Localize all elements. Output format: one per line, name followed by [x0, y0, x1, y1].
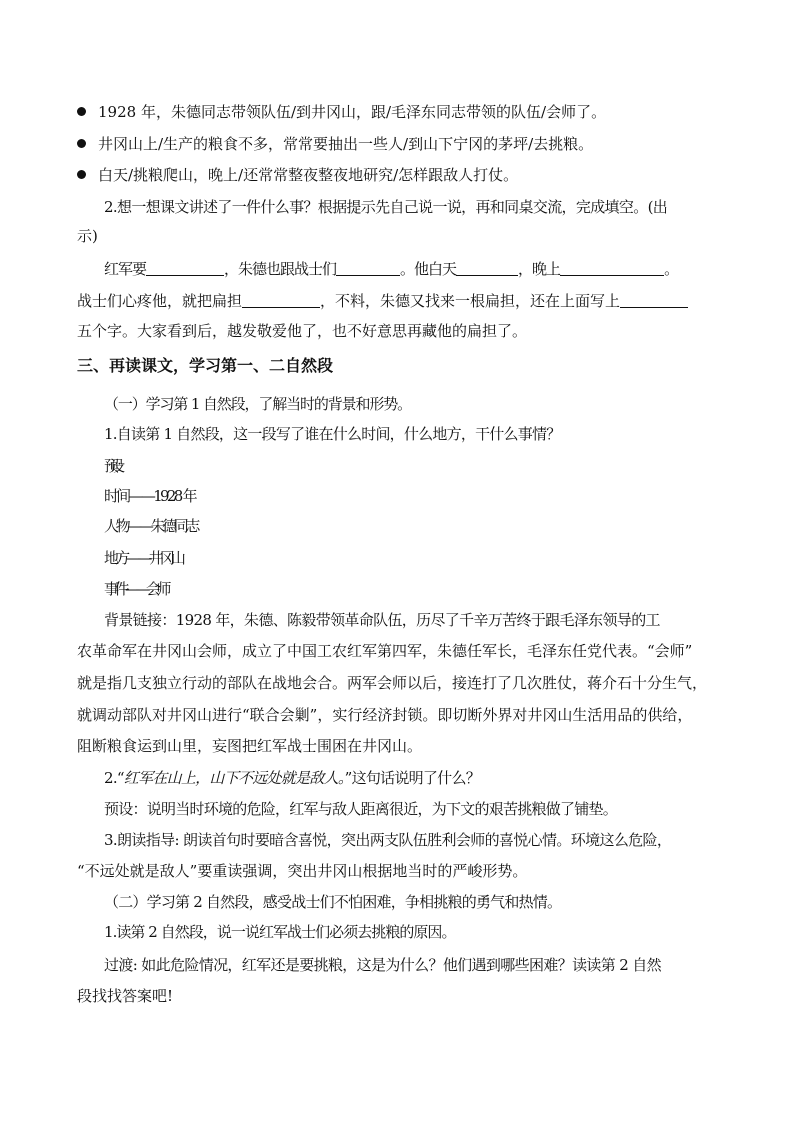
- answer-blank[interactable]: [242, 293, 320, 308]
- bullet-item-2: 井冈山上/生产的粮食不多，常常要抽出一些人/到山下宁冈的茅坪/去挑粮。: [77, 134, 722, 154]
- background-line-5: 阻断粮食运到山里，妄图把红军战士围困在井冈山。: [77, 737, 423, 755]
- question-2-line-1: 2.想一想课文讲述了一件什么事？根据提示先自己说一说，再和同桌交流，完成填空。(出: [104, 198, 668, 216]
- background-line-2: 农革命军在井冈山会师，成立了中国工农红军第四军，朱德任军长，毛泽东任党代表。“会师”: [77, 642, 693, 660]
- bullet-item-1: 1928 年，朱德同志带领队伍/到井冈山，跟/毛泽东同志带领的队伍/会师了。: [77, 102, 722, 122]
- subsection-2-title: （二）学习第 2 自然段，感受战士们不怕困难，争相挑粮的勇气和热情。: [104, 893, 562, 911]
- reading-guide-line-2: “不远处就是敌人”要重读强调，突出井冈山根据地当时的严峻形势。: [77, 862, 528, 880]
- preset-place: 地方——井冈山: [104, 549, 182, 567]
- preset-label: 预设：: [104, 457, 123, 475]
- background-line-1: 背景链接：1928 年，朱德、陈毅带领革命队伍，历尽了千辛万苦终于跟毛泽东领导的工: [104, 611, 660, 629]
- question-2-line-2: 示): [77, 227, 98, 245]
- transition-line-1: 过渡: 如此危险情况，红军还是要挑粮，这是为什么？他们遇到哪些困难？读读第 2 自然: [104, 956, 662, 974]
- question-3: 1.读第 2 自然段，说一说红军战士们必须去挑粮的原因。: [104, 923, 456, 941]
- answer-blank[interactable]: [620, 293, 688, 308]
- bullet-dot-icon: [77, 139, 86, 148]
- bullet-dot-icon: [77, 170, 86, 179]
- section-heading: 三、再读课文，学习第一、二自然段: [77, 356, 334, 375]
- fill-blank-line-3: 五个字。大家看到后，越发敬爱他了，也不好意思再藏他的扁担了。: [77, 322, 528, 340]
- reading-guide-line-1: 3.朗读指导: 朗读首句时要暗含喜悦，突出两支队伍胜利会师的喜悦心情。环境这么危险，: [104, 831, 672, 849]
- subsection-1-title: （一）学习第 1 自然段，了解当时的背景和形势。: [104, 395, 411, 413]
- answer-blank[interactable]: [146, 261, 224, 276]
- answer-blank[interactable]: [560, 261, 664, 276]
- preset-2: 预设：说明当时环境的危险，红军与敌人距离很近，为下文的艰苦挑粮做了铺垫。: [104, 800, 618, 818]
- question-2: 2.“红军在山上，山下不远处就是敌人。”这句话说明了什么？: [104, 769, 480, 787]
- bullet-item-3: 白天/挑粮爬山，晚上/还常常整夜整夜地研究/怎样跟敌人打仗。: [77, 165, 722, 185]
- preset-event: 事件——会师: [104, 580, 168, 598]
- question-1: 1.自读第 1 自然段，这一段写了谁在什么时间，什么地方，干什么事情？: [104, 425, 561, 443]
- background-line-4: 就调动部队对井冈山进行“联合会剿”，实行经济封锁。即切断外界对井冈山生活用品的供给，: [77, 706, 693, 724]
- preset-time: 时间——1928 年: [104, 487, 195, 505]
- fill-blank-line-2: 战士们心疼他，就把扁担 ，不料，朱德又找来一根扁担，还在上面写上: [77, 291, 722, 311]
- preset-person: 人物——朱德同志: [104, 517, 197, 535]
- answer-blank[interactable]: [456, 261, 518, 276]
- fill-blank-line-1: 红军要 ，朱德也跟战士们 。他白天 ，晚上 。: [104, 260, 679, 278]
- answer-blank[interactable]: [336, 261, 400, 276]
- transition-line-2: 段找找答案吧!: [77, 987, 174, 1005]
- background-line-3: 就是指几支独立行动的部队在战地会合。两军会师以后，接连打了几次胜仗，蒋介石十分生气，: [77, 674, 708, 692]
- bullet-dot-icon: [77, 107, 86, 116]
